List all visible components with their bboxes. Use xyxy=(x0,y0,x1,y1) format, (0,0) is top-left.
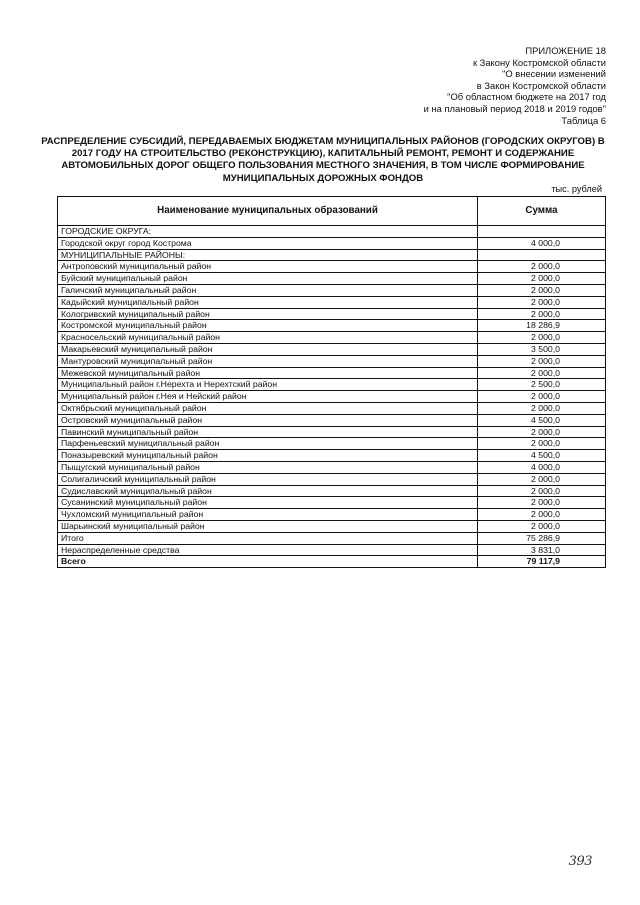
table-row xyxy=(58,284,606,296)
subsidy-amount: 18 286,9 xyxy=(478,320,606,332)
municipality-name: ГОРОДСКИЕ ОКРУГА: xyxy=(58,226,478,238)
municipality-name: Макарьевский муниципальный район xyxy=(58,343,478,355)
subsidy-amount: 2 000,0 xyxy=(478,273,606,285)
subsidy-table xyxy=(57,196,606,568)
table-row xyxy=(58,379,606,391)
subsidy-amount xyxy=(478,226,606,238)
table-row xyxy=(58,450,606,462)
subsidy-amount: 3 500,0 xyxy=(478,343,606,355)
subsidy-amount: 4 500,0 xyxy=(478,450,606,462)
table-row xyxy=(58,485,606,497)
appendix-line: "Об областном бюджете на 2017 год xyxy=(447,91,606,103)
subsidy-amount: 79 117,9 xyxy=(478,556,606,568)
municipality-name: Костромской муниципальный район xyxy=(58,320,478,332)
table-row xyxy=(58,367,606,379)
municipality-name: Галичский муниципальный район xyxy=(58,284,478,296)
subsidy-amount: 2 000,0 xyxy=(478,402,606,414)
document-title: РАСПРЕДЕЛЕНИЕ СУБСИДИЙ, ПЕРЕДАВАЕМЫХ БЮДЖЕТАМ МУНИЦИПАЛЬНЫХ РАЙОНОВ (ГОРОДСКИХ ОКРУГОВ) В 2017 ГОДУ НА СТРОИТЕЛЬСТВО (РЕКОНСТРУКЦИЮ), КАПИТАЛЬНЫЙ РЕМОНТ, РЕМОНТ И СОДЕРЖАНИЕ АВТОМОБИЛЬНЫХ ДОРОГ ОБЩЕГО ПОЛЬЗОВАНИЯ МЕСТНОГО ЗНАЧЕНИЯ, В ТОМ ЧИСЛЕ ФОРМИРОВАНИЕ МУНИЦИПАЛЬНЫХ ДОРОЖНЫХ ФОНДОВ xyxy=(41,136,605,184)
appendix-line: и на плановый период 2018 и 2019 годов" xyxy=(423,102,606,114)
municipality-name: Межевской муниципальный район xyxy=(58,367,478,379)
municipality-name: Антроповский муниципальный район xyxy=(58,261,478,273)
table-row xyxy=(58,273,606,285)
subsidy-amount: 2 000,0 xyxy=(478,355,606,367)
subsidy-amount: 2 000,0 xyxy=(478,473,606,485)
table-row xyxy=(58,426,606,438)
municipality-name: Буйский муниципальный район xyxy=(58,273,478,285)
municipality-name: Муниципальный район г.Нея и Нейский район xyxy=(58,391,478,403)
table-row xyxy=(58,332,606,344)
municipality-name: Парфеньевский муниципальный район xyxy=(58,438,478,450)
table-row xyxy=(58,237,606,249)
table-row xyxy=(58,414,606,426)
municipality-name: Солигаличский муниципальный район xyxy=(58,473,478,485)
table-row xyxy=(58,438,606,450)
table-row xyxy=(58,544,606,556)
municipality-name: Муниципальный район г.Нерехта и Нерехтский район xyxy=(58,379,478,391)
table-row xyxy=(58,226,606,238)
table-row xyxy=(58,391,606,403)
table-header-row xyxy=(58,197,606,226)
table-row xyxy=(58,461,606,473)
subsidy-amount: 2 000,0 xyxy=(478,296,606,308)
subsidy-amount: 4 000,0 xyxy=(478,237,606,249)
table-row xyxy=(58,261,606,273)
municipality-name: Мантуровский муниципальный район xyxy=(58,355,478,367)
municipality-name: Чухломский муниципальный район xyxy=(58,509,478,521)
municipality-name: Пыщугский муниципальный район xyxy=(58,461,478,473)
table-row xyxy=(58,402,606,414)
table-number: Таблица 6 xyxy=(561,114,606,126)
table-row xyxy=(58,497,606,509)
subsidy-amount: 75 286,9 xyxy=(478,532,606,544)
municipality-name: Павинский муниципальный район xyxy=(58,426,478,438)
municipality-name: МУНИЦИПАЛЬНЫЕ РАЙОНЫ: xyxy=(58,249,478,261)
subsidy-amount: 4 500,0 xyxy=(478,414,606,426)
units-label: тыс. рублей xyxy=(551,184,602,194)
subsidy-amount: 2 000,0 xyxy=(478,509,606,521)
municipality-name: Сусанинский муниципальный район xyxy=(58,497,478,509)
column-header-amount: Сумма xyxy=(478,197,606,226)
municipality-name: Кологривский муниципальный район xyxy=(58,308,478,320)
municipality-name: Красносельский муниципальный район xyxy=(58,332,478,344)
appendix-line: ПРИЛОЖЕНИЕ 18 xyxy=(525,45,606,56)
subsidy-amount: 2 000,0 xyxy=(478,426,606,438)
column-header-name: Наименование муниципальных образований xyxy=(58,197,478,226)
municipality-name: Судиславский муниципальный район xyxy=(58,485,478,497)
table-row xyxy=(58,355,606,367)
municipality-name: Поназыревский муниципальный район xyxy=(58,450,478,462)
table-total-row xyxy=(58,556,606,568)
subsidy-amount: 2 000,0 xyxy=(478,485,606,497)
appendix-line: к Закону Костромской области xyxy=(472,56,606,68)
page-number: 393 xyxy=(568,854,592,869)
subsidy-amount: 2 000,0 xyxy=(478,438,606,450)
subsidy-amount: 3 831,0 xyxy=(478,544,606,556)
municipality-name: Всего xyxy=(58,556,478,568)
subsidy-amount: 2 000,0 xyxy=(478,261,606,273)
subsidy-amount: 2 000,0 xyxy=(478,284,606,296)
subsidy-amount: 2 000,0 xyxy=(478,520,606,532)
table-row xyxy=(58,249,606,261)
municipality-name: Итого xyxy=(58,532,478,544)
subsidy-amount: 2 000,0 xyxy=(478,308,606,320)
table-row xyxy=(58,532,606,544)
appendix-line: "О внесении изменений xyxy=(502,68,606,80)
municipality-name: Городской округ город Кострома xyxy=(58,237,478,249)
table-row xyxy=(58,308,606,320)
municipality-name: Кадыйский муниципальный район xyxy=(58,296,478,308)
table-row xyxy=(58,296,606,308)
subsidy-amount: 2 000,0 xyxy=(478,391,606,403)
municipality-name: Октябрьский муниципальный район xyxy=(58,402,478,414)
municipality-name: Нераспределенные средства xyxy=(58,544,478,556)
table-row xyxy=(58,520,606,532)
municipality-name: Островский муниципальный район xyxy=(58,414,478,426)
subsidy-amount xyxy=(478,249,606,261)
table-row xyxy=(58,320,606,332)
appendix-header xyxy=(424,45,606,126)
table-row xyxy=(58,473,606,485)
table-row xyxy=(58,343,606,355)
subsidy-amount: 4 000,0 xyxy=(478,461,606,473)
subsidy-amount: 2 000,0 xyxy=(478,367,606,379)
appendix-line: в Закон Костромской области xyxy=(476,79,606,91)
subsidy-amount: 2 500,0 xyxy=(478,379,606,391)
municipality-name: Шарьинский муниципальный район xyxy=(58,520,478,532)
subsidy-amount: 2 000,0 xyxy=(478,332,606,344)
table-body xyxy=(58,226,606,568)
table-row xyxy=(58,509,606,521)
subsidy-amount: 2 000,0 xyxy=(478,497,606,509)
